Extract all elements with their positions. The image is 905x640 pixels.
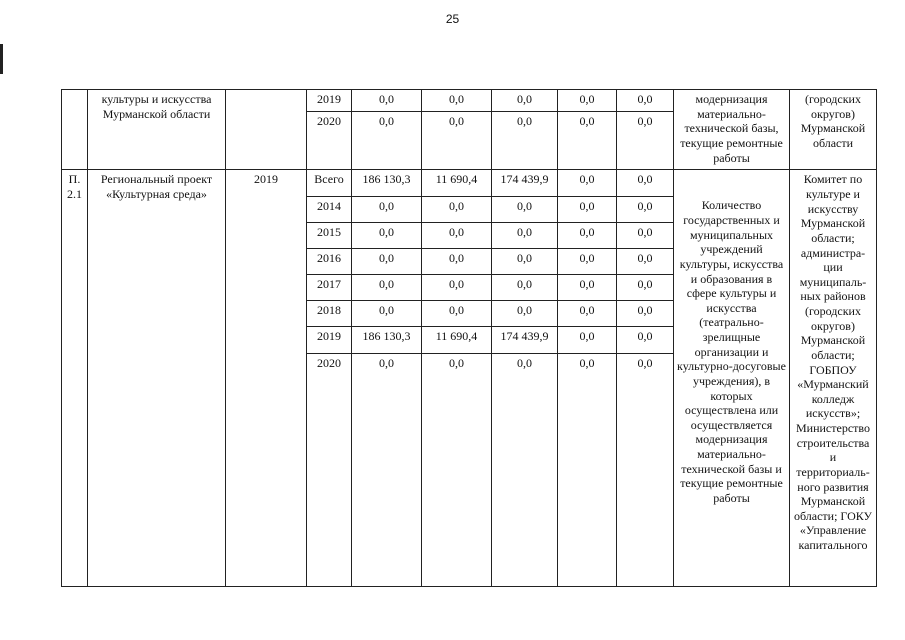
activity-name-cell: культуры и искусства Мурманской области xyxy=(88,90,226,170)
value-cell: 0,0 xyxy=(558,327,617,353)
value-cell: 0,0 xyxy=(617,353,674,586)
value-cell: 0,0 xyxy=(492,275,558,301)
value-cell: 0,0 xyxy=(422,222,492,248)
value-cell: 0,0 xyxy=(352,301,422,327)
year-cell: 2016 xyxy=(307,248,352,274)
year-cell: 2018 xyxy=(307,301,352,327)
period-cell xyxy=(226,90,307,170)
value-cell: 186 130,3 xyxy=(352,170,422,196)
result-cell: Количество государственных и муниципальных учреждений культуры, искусства и образования в сфере культуры и искусства (театрально-зрелищные организации и культурно-досуговые учреждения), в которых осуществлена или осуществляется модернизация материально-технической базы и текущие ремонтные работы xyxy=(674,170,790,587)
value-cell: 0,0 xyxy=(352,222,422,248)
scan-edge-mark xyxy=(0,44,3,74)
value-cell: 0,0 xyxy=(352,248,422,274)
year-cell: 2020 xyxy=(307,112,352,170)
program-table xyxy=(61,89,877,587)
value-cell: 0,0 xyxy=(422,353,492,586)
activity-name-cell: Региональный проект «Культурная среда» xyxy=(88,170,226,587)
value-cell: 0,0 xyxy=(558,275,617,301)
value-cell: 0,0 xyxy=(422,196,492,222)
value-cell: 0,0 xyxy=(492,112,558,170)
year-cell: Всего xyxy=(307,170,352,196)
value-cell: 0,0 xyxy=(617,196,674,222)
value-cell: 0,0 xyxy=(617,275,674,301)
executor-cell: (городских округов) Мурманской области xyxy=(790,90,877,170)
value-cell: 0,0 xyxy=(492,222,558,248)
value-cell: 0,0 xyxy=(422,248,492,274)
value-cell: 0,0 xyxy=(352,353,422,586)
value-cell: 0,0 xyxy=(558,222,617,248)
value-cell: 0,0 xyxy=(558,301,617,327)
value-cell: 0,0 xyxy=(492,353,558,586)
value-cell: 0,0 xyxy=(422,275,492,301)
year-cell: 2019 xyxy=(307,327,352,353)
value-cell: 0,0 xyxy=(352,112,422,170)
value-cell: 0,0 xyxy=(352,275,422,301)
value-cell: 0,0 xyxy=(558,353,617,586)
page-number: 25 xyxy=(445,12,460,26)
value-cell: 0,0 xyxy=(617,301,674,327)
value-cell: 0,0 xyxy=(617,112,674,170)
value-cell: 0,0 xyxy=(558,196,617,222)
value-cell: 0,0 xyxy=(617,90,674,112)
value-cell: 174 439,9 xyxy=(492,327,558,353)
value-cell: 0,0 xyxy=(558,90,617,112)
value-cell: 0,0 xyxy=(492,196,558,222)
row-number-cell: П. 2.1 xyxy=(62,170,88,587)
value-cell: 0,0 xyxy=(617,170,674,196)
row-number-cell xyxy=(62,90,88,170)
value-cell: 0,0 xyxy=(352,196,422,222)
value-cell: 0,0 xyxy=(492,301,558,327)
period-cell: 2019 xyxy=(226,170,307,587)
year-cell: 2015 xyxy=(307,222,352,248)
value-cell: 0,0 xyxy=(422,90,492,112)
table-row xyxy=(62,90,877,112)
year-cell: 2019 xyxy=(307,90,352,112)
executor-cell: Комитет по культуре и искусству Мурманской области; администра-ции муниципаль-ных районов (городских округов) Мурманской области; ГОБПОУ «Мурманский колледж искусств»; Министерство строительства и территориаль-ного развития Мурманской области; ГОКУ «Управление капитального xyxy=(790,170,877,587)
value-cell: 186 130,3 xyxy=(352,327,422,353)
value-cell: 11 690,4 xyxy=(422,170,492,196)
year-cell: 2017 xyxy=(307,275,352,301)
year-cell: 2014 xyxy=(307,196,352,222)
value-cell: 0,0 xyxy=(617,248,674,274)
value-cell: 0,0 xyxy=(422,301,492,327)
value-cell: 0,0 xyxy=(492,90,558,112)
value-cell: 174 439,9 xyxy=(492,170,558,196)
value-cell: 11 690,4 xyxy=(422,327,492,353)
value-cell: 0,0 xyxy=(558,248,617,274)
value-cell: 0,0 xyxy=(558,170,617,196)
value-cell: 0,0 xyxy=(422,112,492,170)
value-cell: 0,0 xyxy=(617,327,674,353)
result-cell: модернизация материально-технической базы, текущие ремонтные работы xyxy=(674,90,790,170)
value-cell: 0,0 xyxy=(558,112,617,170)
value-cell: 0,0 xyxy=(617,222,674,248)
table-row xyxy=(62,170,877,196)
value-cell: 0,0 xyxy=(352,90,422,112)
year-cell: 2020 xyxy=(307,353,352,586)
value-cell: 0,0 xyxy=(492,248,558,274)
